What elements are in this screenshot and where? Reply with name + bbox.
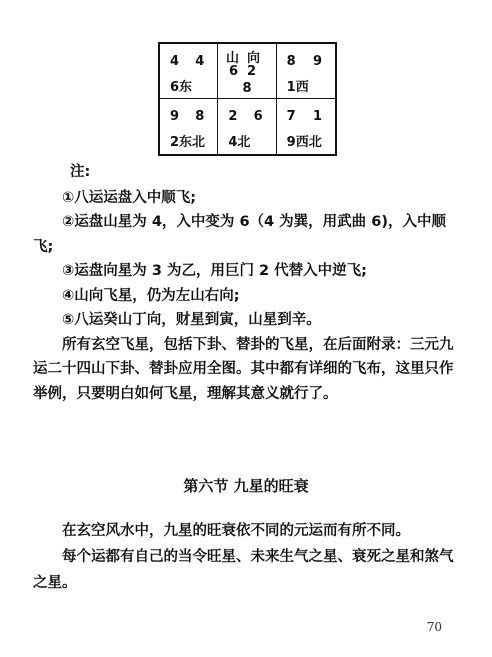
notes-section (33, 160, 459, 406)
chart-cell-bottom-center (218, 99, 276, 154)
chart-cell-bottom-right (277, 99, 335, 154)
chart-cell-top-center (218, 44, 276, 99)
mountain-facing-label: 山向 (225, 51, 268, 66)
chart-cell-top-left (160, 44, 218, 99)
chart-cell-top-right (277, 44, 335, 99)
period-star-direction: 1西 (286, 80, 309, 95)
facing-star: 4 (195, 54, 206, 69)
mountain-star: 7 (286, 109, 297, 124)
period-star-direction: 4北 (228, 135, 251, 150)
mountain-star: 4 (170, 54, 181, 69)
section-title: 第六节 九星的旺衰 (183, 477, 309, 495)
body-paragraph-1: 在玄空风水中，九星的旺衰依不同的元运而有所不同。 (62, 523, 410, 539)
note-item-1: ①八运运盘入中顺飞; (62, 189, 197, 206)
mountain-star: 6 (228, 64, 247, 79)
period-star-direction: 6东 (170, 80, 193, 95)
facing-star: 9 (312, 54, 323, 69)
body-paragraph-2: 每个运都有自己的当令旺星、未来生气之星、衰死之星和煞气之星。 (33, 549, 454, 591)
mountain-star: 8 (286, 54, 297, 69)
period-star-direction: 9西北 (286, 135, 322, 150)
chart-cell-bottom-left (160, 99, 218, 154)
section-body (33, 518, 459, 596)
facing-star: 1 (312, 109, 323, 124)
facing-star: 2 (246, 64, 266, 79)
page-number: 70 (426, 620, 442, 634)
period-star: 8 (242, 81, 252, 96)
facing-star: 8 (195, 109, 206, 124)
flying-star-chart (158, 42, 337, 156)
period-star-direction: 2东北 (170, 135, 206, 150)
mountain-star: 2 (228, 109, 239, 124)
notes-paragraph: 所有玄空飞星，包括下卦、替卦的飞星，在后面附录：三元九运二十四山下卦、替卦应用全图。其中都有详细的飞布，这里只作举例，只要明白如何飞星，理解其意义就行了。 (33, 336, 454, 402)
note-item-3: ③运盘向星为 3 为乙，用巨门 2 代替入中逆飞; (62, 263, 367, 279)
note-item-2: ②运盘山星为 4，入中变为 6（4 为巽，用武曲 6)，入中顺飞; (33, 214, 446, 255)
note-item-4: ④山向飞星，仍为左山右向; (62, 287, 240, 304)
note-item-5: ⑤八运癸山丁向，财星到寅，山星到辛。 (62, 312, 321, 328)
mountain-star: 9 (170, 109, 181, 124)
notes-label: 注: (70, 164, 91, 180)
facing-star: 6 (253, 109, 264, 124)
